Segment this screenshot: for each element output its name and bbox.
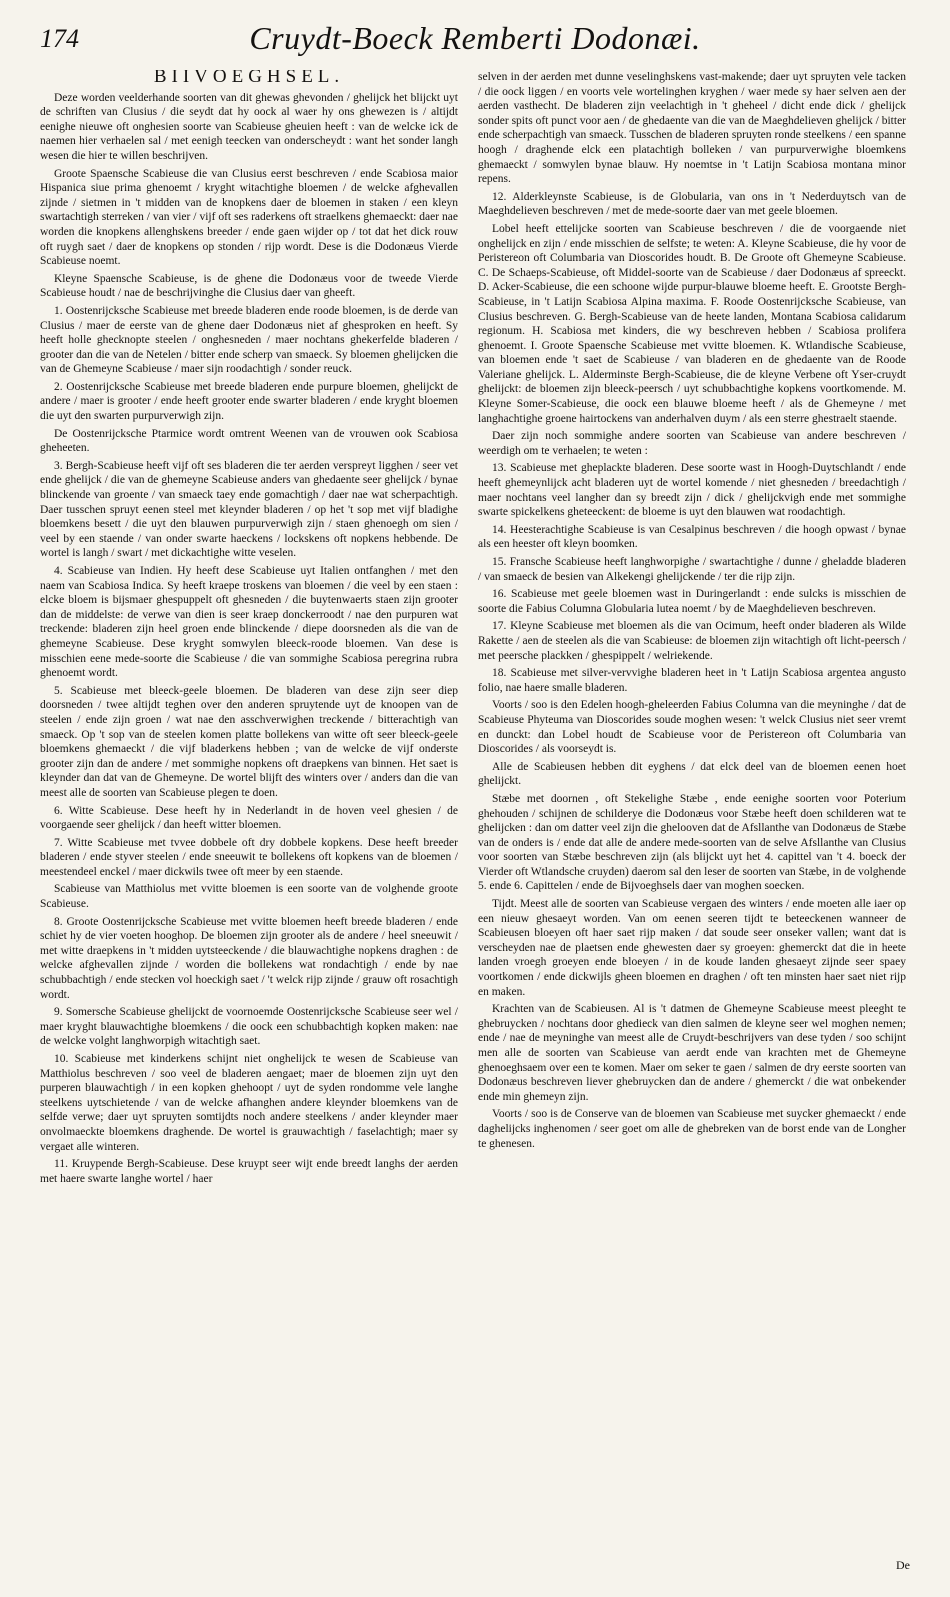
paragraph: 10. Scabieuse met kinderkens schijnt niet onghelijck te wesen de Scabieuse van Matthiolus beschreven / soo veel de bladeren aengaet; maer de bloemen zijn uyt den purperen blauwachtigh / in een kopken ghehoopt / uyt de syden rondomme vele langhe steelkens uytschietende / van de welcke afhanghen andere kleynder bloemkens van de selfde verwe; daer uyt spruyten somtijdts noch andere steelkens / ander kleynder maer onvolmaeckte bloemkens draghende. De wortel is grauwachtigh / faselachtigh; maer sy vergaet alle winteren. xyxy=(40,1053,458,1153)
paragraph: 15. Fransche Scabieuse heeft langhworpighe / swartachtighe / dunne / gheladde bladeren / van smaeck de besien van Alkekengi ghelijckende / ter die rijp zijn. xyxy=(478,556,906,583)
paragraph: 3. Bergh-Scabieuse heeft vijf oft ses bladeren die ter aerden verspreyt ligghen / seer vet ende ghelijck / die van de ghemeyne Scabieuse anders van ghedaente seer ghelijck / bynae blinckende van groente / van smaeck taey ende gomachtigh / daer nae wat scherpachtigh. Daer tusschen spruyt eenen steel met kleynder bladeren / op het 't sop met vijf bladighe bloemkens besett / die uyt den blauwen purpurverwigh zijn / staen ghenoegh om sien / veel by een staende / van onder swarte haeckens / lockskens oft nopkens hebbende. De wortel is langh / swart / met dickachtighe witte veselen. xyxy=(40,459,458,560)
paragraph: Stæbe met doornen , oft Stekelighe Stæbe , ende eenighe soorten voor Poterium ghehouden / schijnen de schilderye die Dodonæus voor Stæbe heeft doen schilderen wat te ghelijcken : dan om datter veel zijn die ghelooven dat de Afsllanthe van Dodonæus de Stæbe van de onders is / ende dat alle de andere mede-soorten van de selve Afsllanthe van Clusius voor soorten van Stæbe beschreven zijn (als blijckt uyt het 4. capittel van 't 4. boeck der Vierder oft Wtlandsche cruyden) daerom sal den leser de soorten van Stæbe, in de volghende 5. ende 6. Capittelen / ende de Bijvoeghsels daer van moghen soecken. xyxy=(478,792,906,893)
paragraph: Alle de Scabieusen hebben dit eyghens / dat elck deel van de bloemen eenen hoet ghelijckt. xyxy=(478,760,906,788)
paragraph: Voorts / soo is den Edelen hoogh-gheleerden Fabius Columna van die meyninghe / dat de Scabieuse Phyteuma van Dioscorides soude moghen wesen: 't welck Clusius niet seer vremt en dunckt: dan Lobel houdt de Scabieuse voor de Peristereon oft Columbaria van Dioscorides / als voorseydt is. xyxy=(478,699,906,756)
paragraph: Deze worden veelderhande soorten van dit ghewas ghevonden / ghelijck het blijckt uyt de schriften van Clusius / die seydt dat hy oock al waer hy ons ghewezen is / altijdt eenighe nieuwe oft onghesien soorte van Scabieuse gheuien heeft : van de welcke ick de naemen hier verhaelen sal / met eenigh teecken van onderscheydt : want het sonder langh wesen die hier te willen beschrijven. xyxy=(40,91,458,162)
paragraph: Voorts / soo is de Conserve van de bloemen van Scabieuse met suycker ghemaeckt / ende daghelijcks inghenomen / seer goet om alle de ghebreken van de borst ende van de Longher te ghenesen. xyxy=(478,1108,906,1150)
catchword: De xyxy=(896,1558,910,1572)
paragraph: selven in der aerden met dunne veselinghskens vast-makende; daer uyt spruyten vele tacken / die oock liggen / en voorts vele wortelinghen kryghen / waer mede sy haer selven aen der aerden vasthecht. De bladeren zijn veelachtigh in 't gheheel / dicht ende dick / ghelijck sonder spits oft punct voor aen / de ghedaente van die van de Maeghdelieven ghelijck / bitter ende scherpachtigh van smaeck. Tusschen de bladeren spruyten ronde steelkens / een spanne hoogh / draghende elck een platachtigh bolleken / van purpurverwighe bloemkens ghemaeckt / somwylen bynae blauw. Hy noemtse in 't Latijn Scabiosa montana minor repens. xyxy=(478,71,906,186)
paragraph: Groote Spaensche Scabieuse die van Clusius eerst beschreven / ende Scabiosa maior Hispanica siue prima ghenoemt / kryght witachtighe bloemen / de welcke afghevallen zijnde / sietmen in 't midden van de knopkens daer de bloemen in staken / een kleyn swartachtigh sterreken / van vier / vijf oft ses raderkens oft straelkens ghemaeckt: daer nae worden die knopkens allenghskens breeder / ende gaen wijder op / tot dat het dick rouw oft ruygh saet / daer de knopkens op stonden / rijp wordt. Dese is die Dodonæus Vierde Scabieuse noemt. xyxy=(40,167,458,268)
paragraph: 1. Oostenrijcksche Scabieuse met breede bladeren ende roode bloemen, is de derde van Clusius / maer de eerste van de ghene daer Dodonæus niet af ghesproken en heeft. Sy heeft holle ghecknopte steelen / onghesneden / maer nochtans ghekerfelde bladeren / grooter dan die van de Netelen / bitter ende scherp van smaeck. Sy bloemen ghelijcken die van de Ghemeyne Scabieuse / maer sijn roodachtigh / sonder reuck. xyxy=(40,304,458,376)
paragraph: Lobel heeft ettelijcke soorten van Scabieuse beschreven / die de voorgaende niet onghelijck en zijn / ende misschien de selfste; te weten: A. Kleyne Scabieuse, die hy voor de Peristereon oft Columbaria van Dioscorides houdt. B. De Groote oft Ghemeyne Scabieuse. C. De Schaeps-Scabieuse, oft Middel-soorte van de Scabieuse / daer Dodonæus af spreeckt. D. Acker-Scabieuse, die een schoone wijde purpur-blauwe bloeme heeft. E. Grootste Bergh-Scabieuse, in 't Latijn Scabiosa Alpina maxima. F. Roode Oostenrijcksche Scabieuse, van Clusius beschreven. G. Bergh-Scabieuse van de heete landen, Montana Scabiosa calidarum regionum. H. Scabiosa met kinders, die wy beschreven hebben / Scabiosa prolifera ghenoemt. I. Groote Spaensche Scabieuse met vvitte bloemen. K. Wtlandische Scabieuse, van bloemen ende 't saet de Scabieuse / van bladeren en de ghedaente van de Roode Valeriane ghelijck. L. Alderminste Bergh-Scabieuse, die de kleyne Verbene oft Yser-cruydt ghelijckt: de bloemen zijn bleeck-peersch / uyt schubbachtighe kopkens voortkomende. M. Kleyne Somer-Scabieuse, die oock een blauwe bloeme heeft / als de Ghemeyne / met langhachtighe groene hairtockens van anderhalven duym / als een sterre ghestraelt staende. xyxy=(478,222,906,425)
left-column xyxy=(40,70,458,1580)
paragraph: 14. Heesterachtighe Scabieuse is van Cesalpinus beschreven / die hoogh opwast / bynae als een heester oft kleyn boomken. xyxy=(478,523,906,551)
paragraph: Tijdt. Meest alle de soorten van Scabieuse vergaen des winters / ende moeten alle iaer op een nieuw ghesaeyt worden. Van om eenen seeren tijdt te beteeckenen wanneer de Scabieusen bloeyen oft haer saet rijp maken / dat soude seer onseker vallen; want dat is verscheyden nae de plaetsen ende ghewesten daer sy groeyen: ghemerckt dat die in heete landen vroegh groeyen ende bloeyen / in de koude landen ghesaeyt zijnde seer spaey voortkomen / ende dickwijls gheen bloemen en draghen / oft ten minsten haer saet niet rijp en maken. xyxy=(478,898,906,998)
paragraph: 12. Alderkleynste Scabieuse, is de Globularia, van ons in 't Nederduytsch van de Maeghdelieven beschreven / met de mede-soorte daer van met geele bloemen. xyxy=(478,190,906,218)
page-number: 174 xyxy=(40,24,79,53)
paragraph: 8. Groote Oostenrijcksche Scabieuse met vvitte bloemen heeft breede bladeren / ende schiet hy de vier voeten hooghop. De bloemen zijn grooter als de andere / heel sneeuwit / met witte draepkens in 't midden uytsteeckende / die blauwachtighe nopkens draghen : de welcke afghevallen zijnde / worden die bollekens wat rondachtigh / ende by nae schubbachtigh / ende stecken vol hoeckigh saet / 't welck rijp zijnde / grauw oft rosachtigh wordt. xyxy=(40,915,458,1001)
section-title: BIIVOEGHSEL. xyxy=(153,70,345,87)
running-title: Cruydt-Boeck Remberti Dodonæi. xyxy=(249,20,701,56)
paragraph: 18. Scabieuse met silver-vervvighe bladeren heet in 't Latijn Scabiosa argentea angusto folio, nae haere smalle bladeren. xyxy=(478,667,906,694)
paragraph: 13. Scabieuse met gheplackte bladeren. Dese soorte wast in Hoogh-Duytschlandt / ende heeft ghemeynlijck acht bladeren uyt de wortel komende / niet ghesneden / breedachtigh / maer nochtans veel langher dan sy breedt zijn / dick / ghelijckvigh ende met sommighe swarte spickelkens gheteeckent: de bloeme is uyt den blauwen wat roodachtigh. xyxy=(478,462,906,519)
paragraph: 7. Witte Scabieuse met tvvee dobbele oft dry dobbele kopkens. Dese heeft breeder bladeren / ende styver steelen / ende sneeuwit te bollekens oft kopkens van de bloemen / meestendeel enckel / maer dickwils twee oft meer by een staende. xyxy=(40,836,458,878)
paragraph: Scabieuse van Matthiolus met vvitte bloemen is een soorte van de volghende groote Scabieuse. xyxy=(40,883,458,911)
paragraph: 11. Kruypende Bergh-Scabieuse. Dese kruypt seer wijt ende breedt langhs der aerden met haere swarte langhe wortel / haer xyxy=(40,1158,458,1185)
paragraph: Daer zijn noch sommighe andere soorten van Scabieuse van andere beschreven / weerdigh om te verhaelen; te weten : xyxy=(478,430,906,457)
page-header xyxy=(40,20,910,64)
paragraph: 6. Witte Scabieuse. Dese heeft hy in Nederlandt in de hoven veel ghesien / de voorgaende seer ghelijck / dan heeft witter bloemen. xyxy=(40,804,458,832)
right-column xyxy=(478,70,906,1580)
paragraph: Krachten van de Scabieusen. Al is 't datmen de Ghemeyne Scabieuse meest pleeght te ghebruycken / nochtans door ghedieck van dien salmen de kleyne seer wel moghen nemen; ende / nae de meyninghe van meest alle de Cruydt-beschrijvers van dese tyden / soo schijnt men alle de soorten van Scabieuse van aerdt ende van krachten met de Ghemeyne ghenoeghsaem over een te komen. Maer om seker te gaen / salmen de dry eerste soorten van Dodonæus beschreven liever ghebruycken dan de andere / ghemerckt / die wat onbekender ende min ghemeyn zijn. xyxy=(478,1003,906,1103)
paragraph: 9. Somersche Scabieuse ghelijckt de voornoemde Oostenrijcksche Scabieuse seer wel / maer kryght blauwachtighe bloemkens / die oock een schubbachtigh kopken maken: nae de welcke volght langhworpigh witachtigh saet. xyxy=(40,1006,458,1048)
paragraph: 4. Scabieuse van Indien. Hy heeft dese Scabieuse uyt Italien ontfanghen / met den naem van Scabiosa Indica. Sy heeft kraepe troskens van bloemen / die veel by een staen : elcke bloem is bijsmaer ghespuppelt oft ghesneden / die buytenwaerts staen zijn grooter dan de middelste: de verwe van dien is seer kraep donckerroodt / nae den purpuren wat treckende: bladeren zijn heel groen ende blinckende / diepe doorsneden als die van de ghemeyne Scabieuse. Dese kryght somwylen bleeck-roode bloemen. Van dese is misschien eene mede-soorte die Scabieuse / die van sommighe Scabiosa peregrina rubra ghenoemt wordt. xyxy=(40,565,458,680)
paragraph: 17. Kleyne Scabieuse met bloemen als die van Ocimum, heeft onder bladeren als Wilde Rakette / aen de steelen als die van Scabieuse: de bloemen zijn witachtigh oft licht-peersch / met peersche plackken / ghespippelt / welriekende. xyxy=(478,620,906,662)
paragraph: 2. Oostenrijcksche Scabieuse met breede bladeren ende purpure bloemen, ghelijckt de andere / maer is grooter / ende heeft grooter ende swarter bladeren / ende kryght bloemen die uyt den swarten purpurverwigh zijn. xyxy=(40,380,458,423)
paragraph: 16. Scabieuse met geele bloemen wast in Duringerlandt : ende sulcks is misschien de soorte die Fabius Columna Globularia lutea noemt / by de Maeghdelieven beschreven. xyxy=(478,588,906,615)
paragraph: Kleyne Spaensche Scabieuse, is de ghene die Dodonæus voor de tweede Vierde Scabieuse houdt / nae de beschrijvinghe die Clusius daer van gheeft. xyxy=(40,272,458,300)
paragraph: De Oostenrijcksche Ptarmice wordt omtrent Weenen van de vrouwen ook Scabiosa gheheeten. xyxy=(40,427,458,455)
paragraph: 5. Scabieuse met bleeck-geele bloemen. De bladeren van dese zijn seer diep doorsneden / twee altijdt teghen over den anderen spruytende uyt de knoopen van de steelen / ende zijn groen / wat nae den asschverwighen treckende / bitterachtigh van smaeck. Op 't sop van de steelen komen platte bollekens van witte oft seer bleeck-geele bloemkens ghemaeckt / die vijf bladerkens hebben ; van de welcke de vijf onderste grooter zijn dan de andere / met sommighe nopkens oft draepkens van binnen. Het saet is kleynder dan dat van de Ghemeyne. De wortel blijft des winters over / anders dan die van meest alle de soorten van Scabieuse plegen te doen. xyxy=(40,684,458,799)
